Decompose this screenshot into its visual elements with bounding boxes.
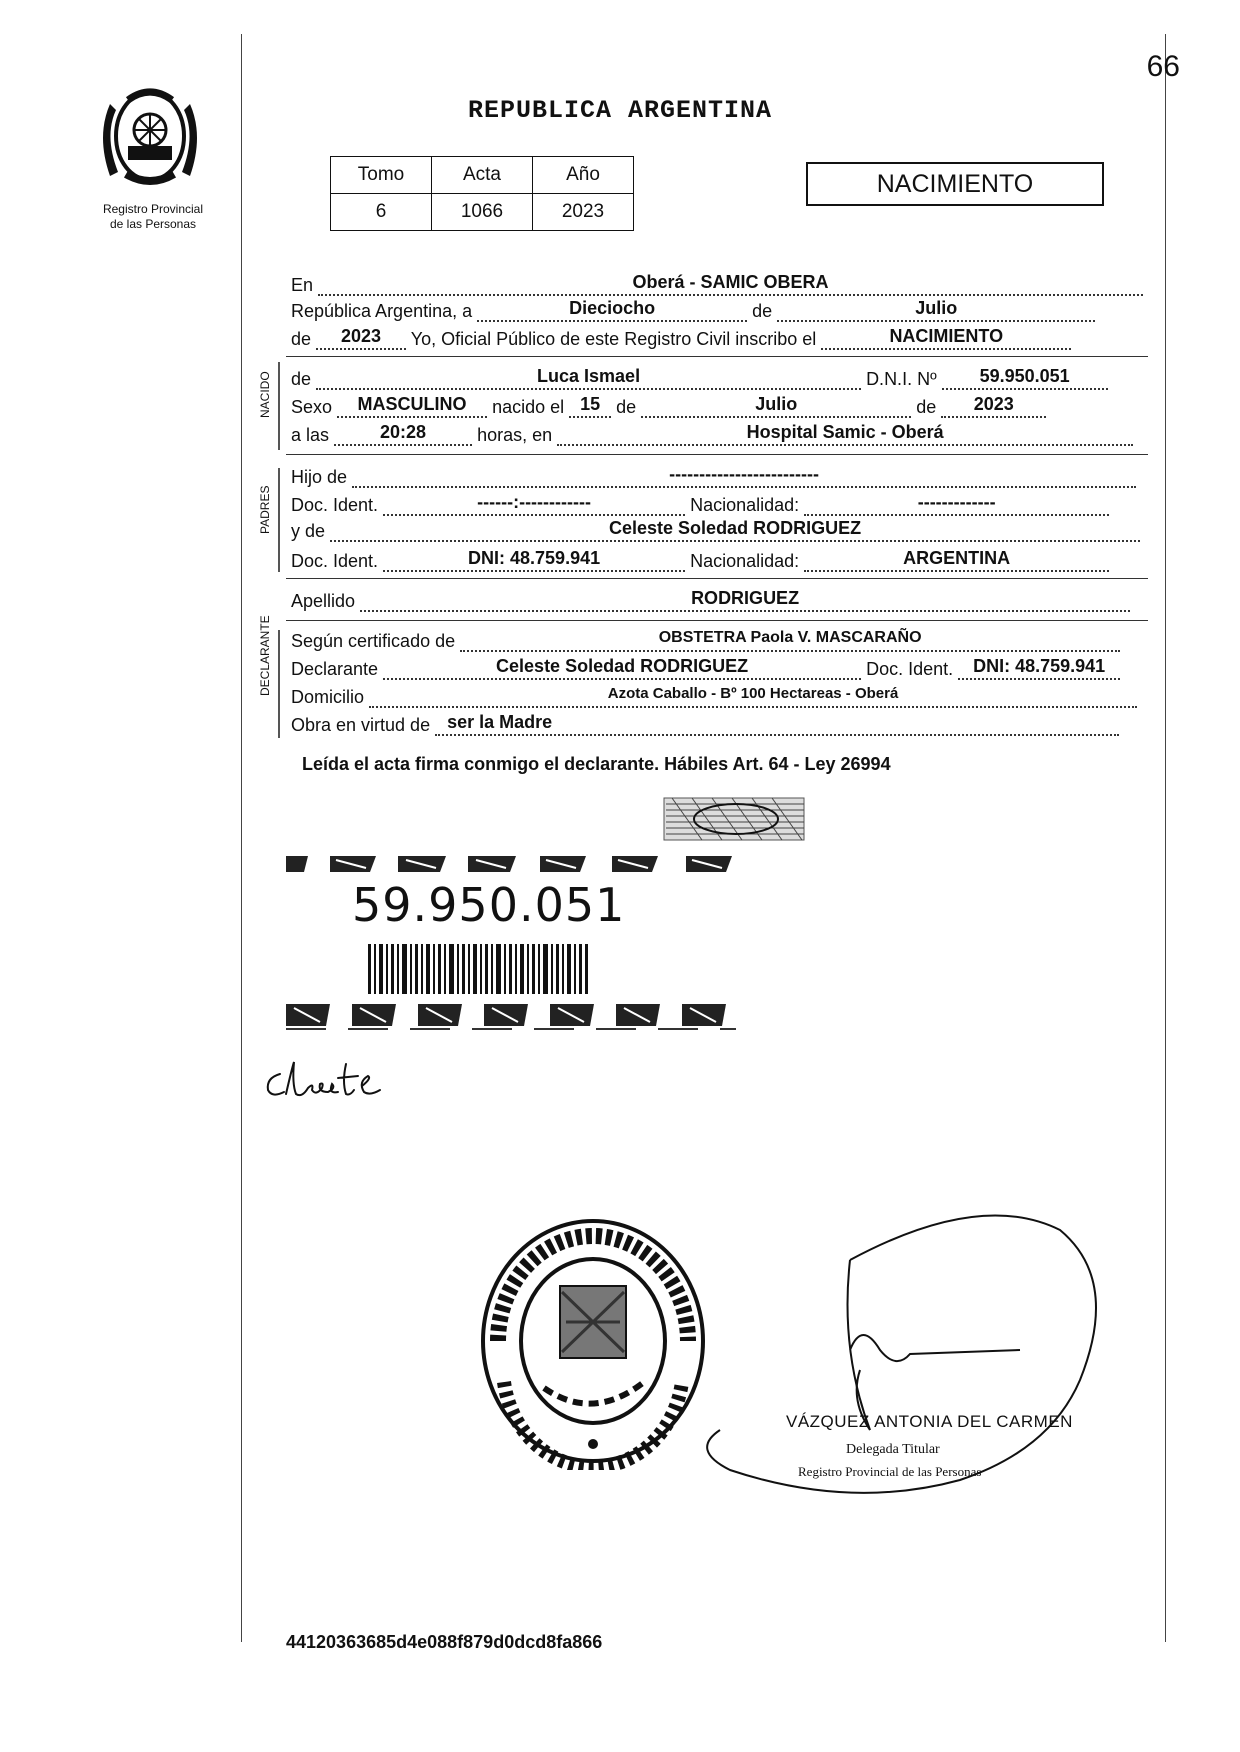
label-de: de [916,397,937,417]
logo-caption-line: Registro Provincial [102,202,204,216]
value-mother-nationality: ARGENTINA [903,548,1011,568]
row-mother [291,518,1151,544]
value-child-name: Luca Ismael [537,366,641,386]
row-act-type [291,326,1151,352]
value-mother: Celeste Soledad RODRIGUEZ [609,518,862,538]
official-role: Delegada Titular [846,1442,940,1457]
label-doc-ident: Doc. Ident. [866,659,954,679]
official-name: VÁZQUEZ ANTONIA DEL CARMEN [786,1412,1073,1431]
section-label-nacido [254,362,276,450]
row-surname [291,588,1151,614]
page-number: 66 [1146,50,1180,83]
value-declarant: Celeste Soledad RODRIGUEZ [496,656,749,676]
section-label-padres [254,468,276,576]
document-title: REPUBLICA ARGENTINA [467,96,773,125]
official-seal-icon [474,1212,712,1470]
row-father [291,464,1151,490]
label-hijo-de: Hijo de [291,467,348,487]
label-y-de: y de [291,521,326,541]
section-label-declarante [254,615,276,738]
row-sex-birth [291,394,1151,420]
security-pattern-top [286,852,736,874]
value-birth-day: 15 [580,394,601,414]
ref-value-acta: 1066 [432,194,533,231]
provincial-coat-of-arms-logo [98,80,202,192]
value-address: Azota Caballo - Bº 100 Hectareas - Oberá [607,685,899,702]
barcode-icon [368,944,588,994]
value-capacity: ser la Madre [447,712,553,732]
label-yo-oficial: Yo, Oficial Público de este Registro Civil inscribo el [410,329,817,349]
label-de: de [616,397,637,417]
record-reference-table [330,156,634,231]
value-father: ------------------------- [669,464,819,484]
right-margin-line [1165,34,1166,1642]
label-horas-en: horas, en [477,425,553,445]
label-doc-ident: Doc. Ident. [291,495,379,515]
label-obra-en-virtud: Obra en virtud de [291,715,431,735]
label-domicilio: Domicilio [291,687,365,707]
ref-value-tomo: 6 [331,194,432,231]
logo-caption-line: de las Personas [109,217,197,231]
row-child-name [291,366,1151,392]
section-divider [286,620,1148,621]
value-sex: MASCULINO [357,394,467,414]
section-bar [278,362,280,450]
row-place [291,272,1151,298]
ref-header-tomo: Tomo [331,157,432,194]
row-father-doc [291,492,1151,518]
security-pattern-bottom [286,1002,736,1030]
label-republica: República Argentina, a [291,301,473,321]
value-certificate: OBSTETRA Paola V. MASCARAÑO [658,629,922,646]
label-nacido-el: nacido el [492,397,565,417]
section-label-text: PADRES [258,485,272,534]
document-type-box: NACIMIENTO [806,162,1104,206]
value-birth-year: 2023 [973,394,1014,414]
value-dni: 59.950.051 [979,366,1070,386]
value-month: Julio [915,298,958,318]
row-capacity [291,712,1151,738]
row-mother-doc [291,548,1151,574]
value-year: 2023 [341,326,382,346]
value-surname: RODRIGUEZ [691,588,800,608]
section-label-text: DECLARANTE [258,615,272,696]
ref-value-ano: 2023 [533,194,634,231]
left-margin-line [241,34,242,1642]
closing-statement: Leída el acta firma conmigo el declarante. Hábiles Art. 64 - Ley 26994 [302,754,891,774]
value-place: Oberá - SAMIC OBERA [632,272,829,292]
declarant-handwritten-signature [262,1048,402,1108]
row-date [291,298,1151,324]
official-office: Registro Provincial de las Personas [798,1464,982,1479]
label-de: de [291,369,312,389]
label-sexo: Sexo [291,397,333,417]
section-bar [278,468,280,572]
row-declarant [291,656,1151,682]
label-de: de [291,329,312,349]
security-stamp-icon [662,794,808,844]
label-nacionalidad: Nacionalidad: [690,495,800,515]
value-father-doc: ------:------------ [477,492,591,512]
label-a-las: a las [291,425,330,445]
ref-header-ano: Año [533,157,634,194]
label-nacionalidad: Nacionalidad: [690,551,800,571]
value-father-nationality: ------------- [917,492,996,512]
value-birth-place: Hospital Samic - Oberá [746,422,944,442]
row-address [291,684,1151,710]
ref-header-acta: Acta [432,157,533,194]
label-dni-no: D.N.I. Nº [866,369,937,389]
label-doc-ident: Doc. Ident. [291,551,379,571]
section-label-text: NACIDO [258,371,272,418]
value-birth-month: Julio [755,394,798,414]
value-declarant-doc: DNI: 48.759.941 [973,656,1106,676]
logo-caption [78,202,228,232]
label-declarante: Declarante [291,659,379,679]
section-divider [286,454,1148,455]
value-act-type: NACIMIENTO [889,326,1004,346]
label-segun-certificado: Según certificado de [291,631,456,651]
section-divider [286,578,1148,579]
value-birth-time: 20:28 [380,422,427,442]
value-day-words: Dieciocho [569,298,656,318]
value-mother-doc: DNI: 48.759.941 [468,548,601,568]
row-certificate [291,628,1151,654]
label-de: de [752,301,773,321]
row-time-place [291,422,1151,448]
document-hash: 44120363685d4e088f879d0dcd8fa866 [286,1632,603,1652]
id-number-large: 59.950.051 [352,878,626,932]
label-en: En [291,275,314,295]
section-bar [278,630,280,738]
label-apellido: Apellido [291,591,356,611]
section-divider [286,356,1148,357]
